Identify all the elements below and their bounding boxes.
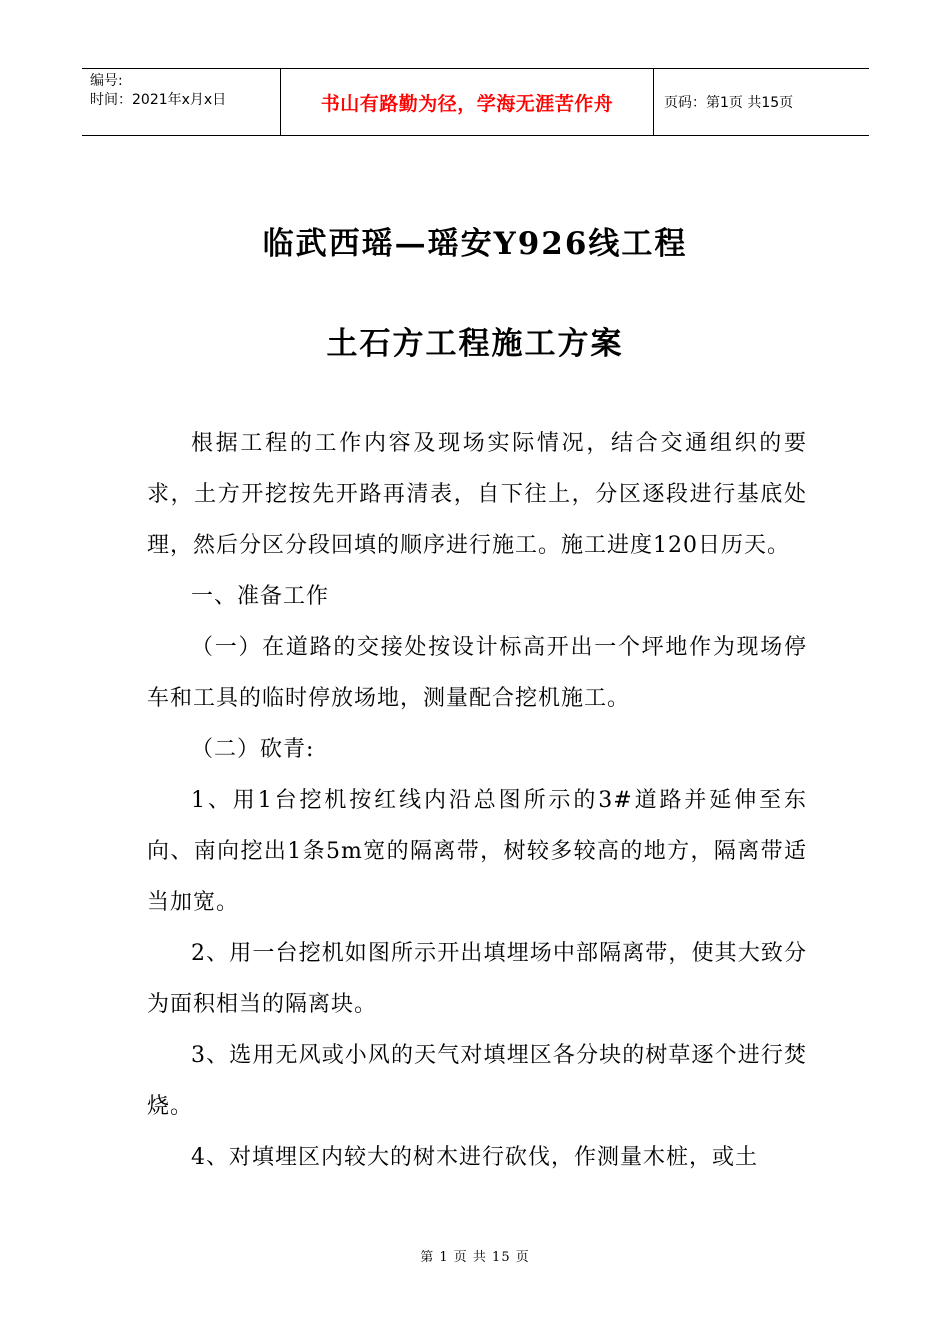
paragraph-intro: 根据工程的工作内容及现场实际情况，结合交通组织的要求，土方开挖按先开路再清表，自下往上，分区逐段进行基底处理，然后分区分段回填的顺序进行施工。施工进度120日历天。 <box>147 431 807 558</box>
document-number-label: 编号: <box>90 73 123 89</box>
header-meta-cell <box>82 69 281 135</box>
document-date-label: 时间：2021年x月x日 <box>90 92 227 108</box>
paragraph-step-1: 1、用1台挖机按红线内沿总图所示的3#道路并延伸至东向、南向挖出1条5m宽的隔离带，树较多较高的地方，隔离带适当加宽。 <box>147 788 807 915</box>
document-title-line1: 临武西瑶—瑶安Y926线工程 <box>262 226 688 262</box>
subsection-heading-clearing: （二）砍青: <box>191 737 315 762</box>
header-page-info: 页码：第1页 共15页 <box>664 95 794 111</box>
paragraph-step-2: 2、用一台挖机如图所示开出填埋场中部隔离带，使其大致分为面积相当的隔离块。 <box>147 941 807 1017</box>
document-body <box>147 418 807 1183</box>
header-page-cell <box>654 69 869 135</box>
header-table <box>82 68 869 136</box>
header-motto: 书山有路勤为径，学海无涯苦作舟 <box>320 92 614 115</box>
paragraph-step-3: 3、选用无风或小风的天气对填埋区各分块的树草逐个进行焚烧。 <box>147 1043 807 1119</box>
document-title-line2: 土石方工程施工方案 <box>326 326 624 362</box>
section-heading-preparation: 一、准备工作 <box>191 584 330 609</box>
paragraph-item-1: （一）在道路的交接处按设计标高开出一个坪地作为现场停车和工具的临时停放场地，测量配合挖机施工。 <box>147 635 807 711</box>
header-motto-cell <box>281 69 654 135</box>
paragraph-step-4: 4、对填埋区内较大的树木进行砍伐，作测量木桩，或土 <box>191 1145 758 1170</box>
page-footer: 第 1 页 共 15 页 <box>420 1250 530 1265</box>
